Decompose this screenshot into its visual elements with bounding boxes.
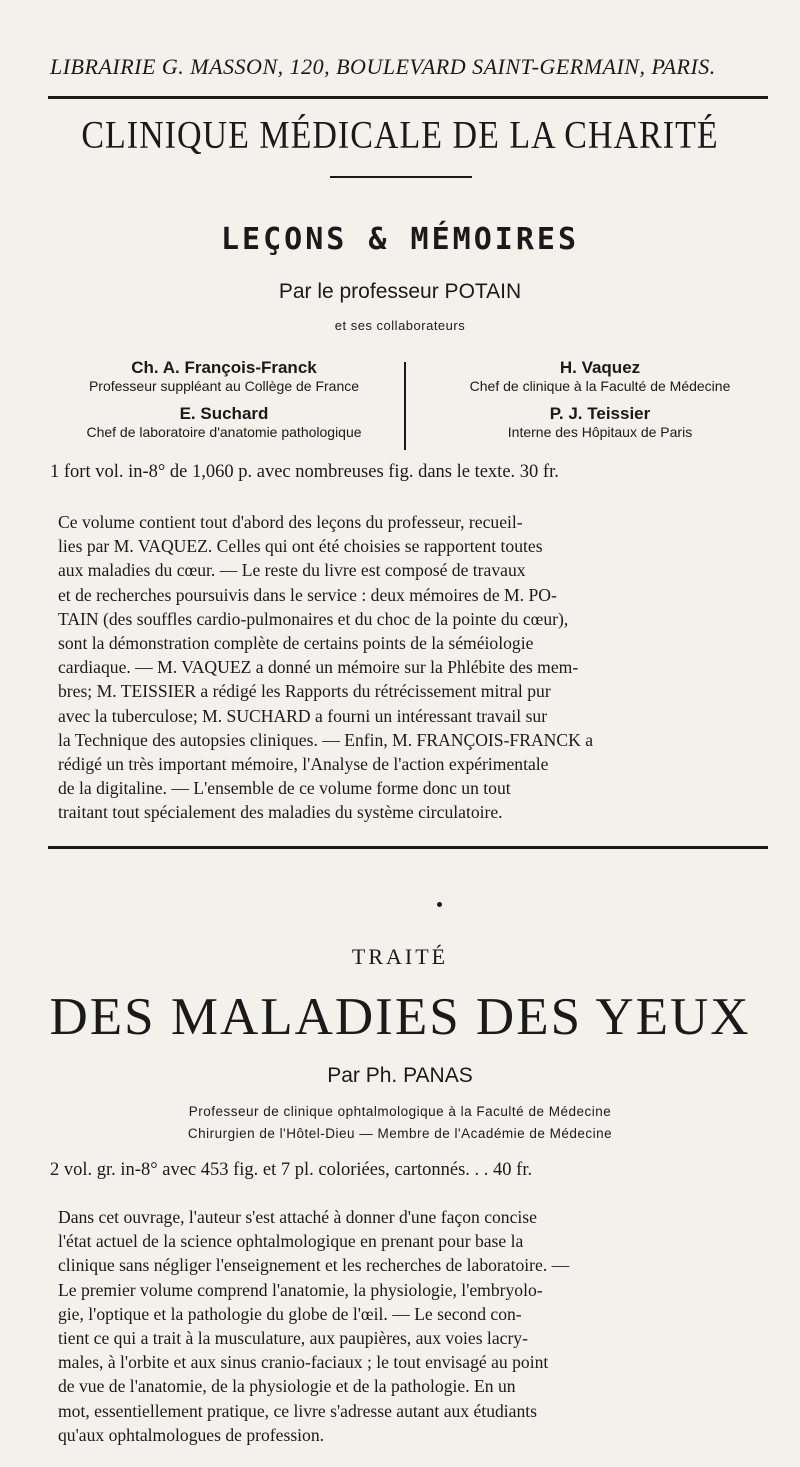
text-line: mot, essentiellement pratique, ce livre s'adresse autant aux étudiants bbox=[58, 1400, 538, 1421]
text-line: avec la tuberculose; M. SUCHARD a fourni un intéressant travail sur bbox=[58, 705, 548, 726]
section1-author: Par le professeur POTAIN bbox=[278, 280, 522, 303]
text-line: aux maladies du cœur. — Le reste du livre est composé de travaux bbox=[58, 560, 526, 581]
text-line: rédigé un très important mémoire, l'Analyse de l'action expérimentale bbox=[58, 754, 549, 775]
collaborator-name: H. Vaquez bbox=[559, 358, 641, 377]
section2-label: TRAITÉ bbox=[351, 944, 449, 969]
text-line: cardiaque. — M. VAQUEZ a donné un mémoire sur la Phlébite des mem- bbox=[58, 657, 579, 678]
text-line: l'état actuel de la science ophtalmologique en prenant pour base la bbox=[58, 1231, 524, 1252]
text-line: TAIN (des souffles cardio-pulmonaires et du choc de la pointe du cœur), bbox=[58, 608, 569, 629]
collaborator-role: Interne des Hôpitaux de Paris bbox=[507, 424, 693, 440]
text-line: gie, l'optique et la pathologie du globe de l'œil. — Le second con- bbox=[58, 1303, 522, 1324]
text-line: Dans cet ouvrage, l'auteur s'est attaché à donner d'une façon concise bbox=[58, 1207, 537, 1227]
section1-description bbox=[58, 510, 764, 825]
title-divider bbox=[330, 176, 472, 178]
section1-title: CLINIQUE MÉDICALE DE LA CHARITÉ bbox=[81, 114, 719, 157]
collaborator-name: P. J. Teissier bbox=[549, 404, 651, 423]
section2-credentials-1: Professeur de clinique ophtalmologique à la Faculté de Médecine bbox=[188, 1104, 612, 1119]
publisher-header: LIBRAIRIE G. MASSON, 120, BOULEVARD SAINT-GERMAIN, PARIS. bbox=[50, 54, 716, 79]
ornament-dot bbox=[437, 902, 442, 907]
text-line: qu'aux ophtalmologues de profession. bbox=[58, 1424, 325, 1445]
collaborator-role: Chef de laboratoire d'anatomie pathologique bbox=[86, 424, 362, 440]
text-line: traitant tout spécialement des maladies du système circulatoire. bbox=[58, 802, 503, 823]
collaborator-role: Professeur suppléant au Collège de France bbox=[88, 378, 360, 394]
collaborator-role: Chef de clinique à la Faculté de Médecine bbox=[469, 378, 731, 394]
section2-edition: 2 vol. gr. in-8° avec 453 fig. et 7 pl. coloriées, cartonnés. . . 40 fr. bbox=[50, 1160, 533, 1180]
header-rule bbox=[48, 96, 768, 99]
text-line: bres; M. TEISSIER a rédigé les Rapports du rétrécissement mitral pur bbox=[58, 681, 551, 702]
section1-collab-line: et ses collaborateurs bbox=[334, 318, 466, 333]
section-rule bbox=[48, 846, 768, 849]
text-line: la Technique des autopsies cliniques. — Enfin, M. FRANÇOIS-FRANCK a bbox=[58, 729, 594, 750]
collaborators-left bbox=[44, 358, 404, 450]
text-line: sont la démonstration complète de certains points de la séméiologie bbox=[58, 633, 534, 654]
section2-author: Par Ph. PANAS bbox=[327, 1064, 473, 1087]
text-line: de vue de l'anatomie, de la physiologie et de la pathologie. En un bbox=[58, 1376, 516, 1397]
section2-description bbox=[58, 1205, 764, 1447]
collaborator-name: Ch. A. François-Franck bbox=[131, 358, 317, 377]
text-line: tient ce qui a trait à la musculature, aux paupières, aux voies lacry- bbox=[58, 1328, 528, 1349]
collaborators-right bbox=[420, 358, 780, 450]
text-line: Le premier volume comprend l'anatomie, la physiologie, l'embryolo- bbox=[58, 1279, 543, 1300]
collaborators-divider bbox=[404, 362, 406, 450]
section1-subtitle: LEÇONS & MÉMOIRES bbox=[220, 222, 580, 257]
text-line: clinique sans négliger l'enseignement et les recherches de laboratoire. — bbox=[58, 1255, 570, 1276]
text-line: lies par M. VAQUEZ. Celles qui ont été choisies se rapportent toutes bbox=[58, 536, 543, 557]
text-line: de la digitaline. — L'ensemble de ce volume forme donc un tout bbox=[58, 778, 511, 799]
section1-edition: 1 fort vol. in-8° de 1,060 p. avec nombreuses fig. dans le texte. 30 fr. bbox=[50, 462, 559, 482]
section2-credentials-2: Chirurgien de l'Hôtel-Dieu — Membre de l'Académie de Médecine bbox=[187, 1126, 613, 1141]
text-line: Ce volume contient tout d'abord des leçons du professeur, recueil- bbox=[58, 512, 523, 532]
text-line: et de recherches poursuivis dans le service : deux mémoires de M. PO- bbox=[58, 584, 557, 605]
section2-title: DES MALADIES DES YEUX bbox=[49, 988, 751, 1046]
collaborator-name: E. Suchard bbox=[179, 404, 269, 423]
text-line: males, à l'orbite et aux sinus cranio-faciaux ; le tout envisagé au point bbox=[58, 1352, 549, 1373]
